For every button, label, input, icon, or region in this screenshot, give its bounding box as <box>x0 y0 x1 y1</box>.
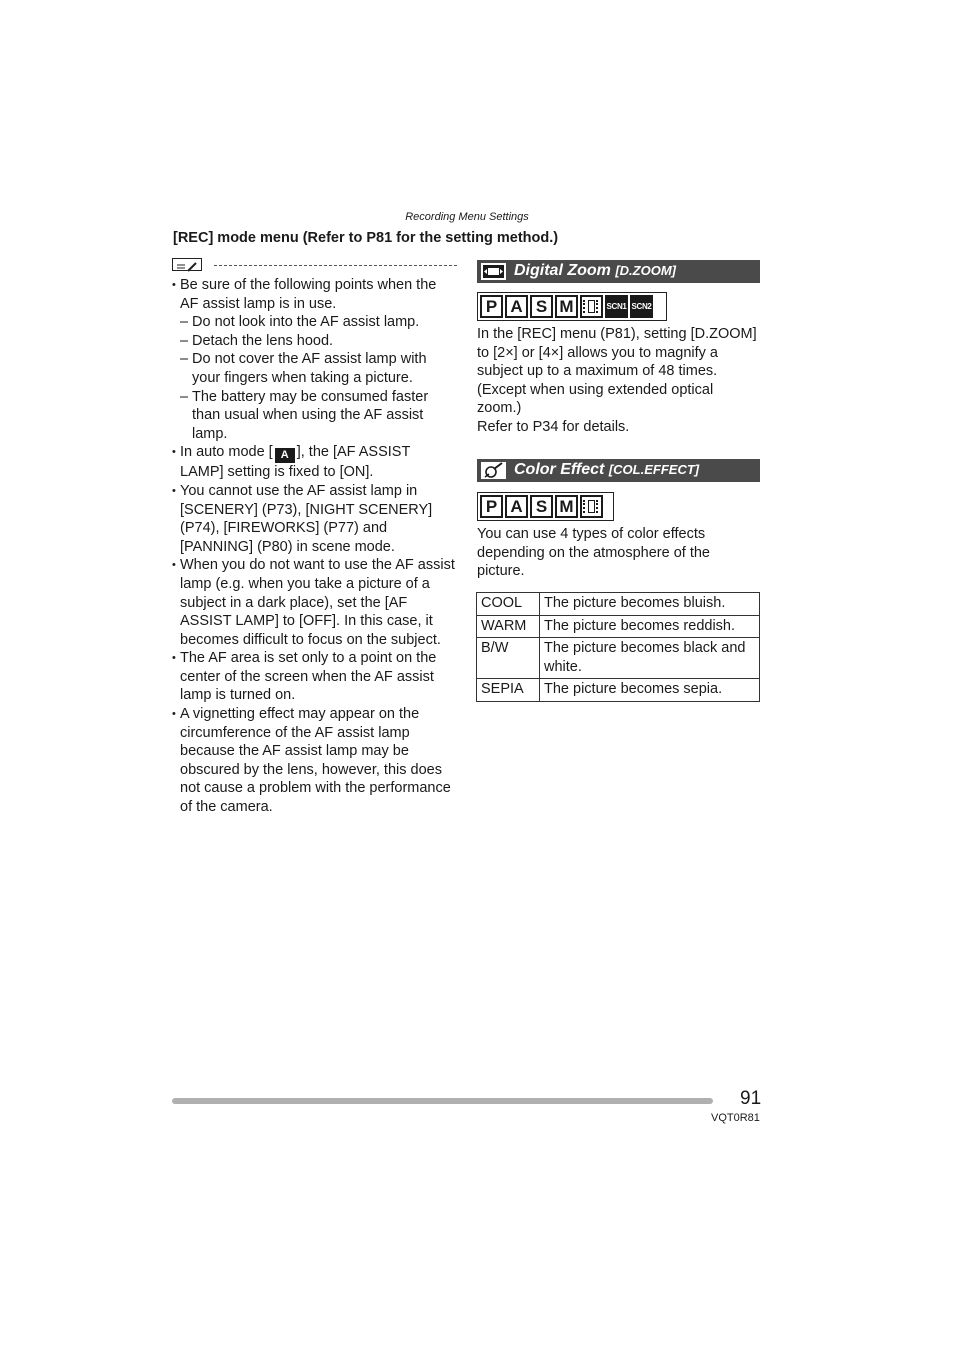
effect-description: The picture becomes reddish. <box>540 615 760 638</box>
section-title <box>514 461 699 479</box>
notes-list <box>172 276 457 817</box>
digital-zoom-code: [D.ZOOM] <box>615 263 676 278</box>
mode-icons-zoom <box>477 292 667 321</box>
effect-description: The picture becomes sepia. <box>540 679 760 702</box>
text-line: Refer to P34 for details. <box>477 418 630 435</box>
text-line: zoom.) <box>477 400 522 417</box>
motion-picture-icon <box>580 495 603 518</box>
table-row <box>477 679 760 702</box>
note-item: • A vignetting effect may appear on the circumference of the AF assist lamp because the AF assist lamp may be obscured by the lens, however, this does not cause a problem with the performance of the camera. <box>172 705 457 817</box>
section-title <box>514 262 676 280</box>
note-text: ], the [AF ASSIST LAMP] setting is fixed to [ON]. <box>180 444 411 481</box>
note-marker <box>172 258 457 274</box>
shutter-mode-icon: S <box>530 495 553 518</box>
page-number: 91 <box>740 1088 762 1109</box>
scene1-mode-icon: SCN1 <box>605 295 628 318</box>
digital-zoom-icon <box>480 262 507 281</box>
note-item: • When you do not want to use the AF assist lamp (e.g. when you take a picture of a subject in a dark place), set the [AF ASSIST LAMP] to [OFF]. In this case, it becomes difficult to focus on the subject. <box>172 556 457 649</box>
effect-name: SEPIA <box>477 679 540 702</box>
note-item: • Be sure of the following points when the AF assist lamp is in use. <box>172 276 457 313</box>
mode-icons-color <box>477 492 614 521</box>
table-row <box>477 638 760 679</box>
effect-name: WARM <box>477 615 540 638</box>
manual-mode-icon: M <box>555 495 578 518</box>
note-subitem: – Detach the lens hood. <box>172 332 457 351</box>
rec-mode-heading: [REC] mode menu (Refer to P81 for the setting method.) <box>173 230 559 246</box>
digital-zoom-header <box>477 260 760 283</box>
color-effect-icon <box>480 461 507 480</box>
footer-rule <box>172 1098 713 1104</box>
table-row <box>477 593 760 616</box>
note-item: • You cannot use the AF assist lamp in [SCENERY] (P73), [NIGHT SCENERY] (P74), [FIREWORKS] (P77) and [PANNING] (P80) in scene mode. <box>172 482 457 556</box>
text-line: picture. <box>477 563 525 580</box>
effect-description: The picture becomes bluish. <box>540 593 760 616</box>
program-mode-icon: P <box>480 495 503 518</box>
text-line: depending on the atmosphere of the <box>477 544 710 561</box>
program-mode-icon: P <box>480 295 503 318</box>
motion-picture-icon <box>580 295 603 318</box>
effect-name: COOL <box>477 593 540 616</box>
text-line: (Except when using extended optical <box>477 381 714 398</box>
digital-zoom-description <box>477 325 762 437</box>
aperture-mode-icon: A <box>505 495 528 518</box>
effect-description: The picture becomes black and white. <box>540 638 760 679</box>
text-line: You can use 4 types of color effects <box>477 526 706 542</box>
color-effect-header <box>477 459 760 482</box>
note-text: In auto mode [ <box>180 444 273 461</box>
shutter-mode-icon: S <box>530 295 553 318</box>
text-line: subject up to a maximum of 48 times. <box>477 363 718 380</box>
note-item: • The AF area is set only to a point on the center of the screen when the AF assist lamp is turned on. <box>172 649 457 705</box>
digital-zoom-title: Digital Zoom <box>514 262 611 279</box>
aperture-mode-icon: A <box>505 295 528 318</box>
color-effect-code: [COL.EFFECT] <box>608 462 700 477</box>
color-effect-description <box>477 525 762 581</box>
note-subitem: – Do not look into the AF assist lamp. <box>172 313 457 332</box>
scene2-mode-icon: SCN2 <box>630 295 653 318</box>
auto-mode-icon: A <box>275 448 295 463</box>
text-line: In the [REC] menu (P81), setting [D.ZOOM] <box>477 326 757 342</box>
manual-mode-icon: M <box>555 295 578 318</box>
text-line: to [2×] or [4×] allows you to magnify a <box>477 344 718 361</box>
note-divider <box>214 265 457 266</box>
color-effect-title: Color Effect <box>514 461 605 478</box>
note-pencil-icon <box>172 258 202 271</box>
note-subitem: – Do not cover the AF assist lamp with your fingers when taking a picture. <box>172 350 457 387</box>
document-code: VQT0R81 <box>711 1112 760 1124</box>
table-row <box>477 615 760 638</box>
effect-name: B/W <box>477 638 540 679</box>
note-subitem: – The battery may be consumed faster than usual when using the AF assist lamp. <box>172 388 457 444</box>
color-effect-table <box>476 592 760 702</box>
note-item <box>172 443 457 482</box>
running-head: Recording Menu Settings <box>405 211 529 223</box>
